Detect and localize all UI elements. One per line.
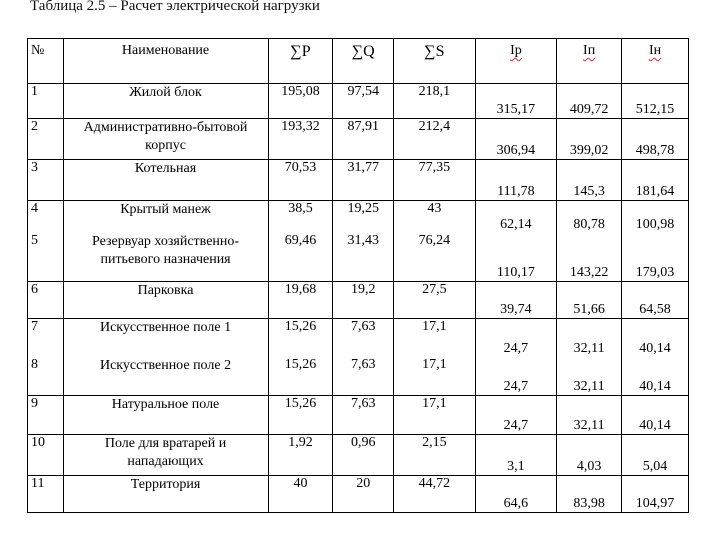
header-in: Iн: [622, 39, 689, 84]
row-name: Административно-бытовой корпус: [63, 119, 268, 160]
row-number: 4: [28, 201, 64, 234]
row-number: 9: [28, 396, 64, 435]
cell-ip: 24,7: [475, 319, 557, 358]
cell-sum-s: 2,15: [394, 435, 476, 476]
row-name: Искусственное поле 1: [63, 319, 268, 358]
cell-sum-q: 0,96: [333, 435, 394, 476]
cell-sum-s: 76,24: [394, 233, 476, 282]
electrical-load-table: [27, 38, 689, 513]
header-sum-s: ∑S: [394, 39, 476, 84]
row-name: Резервуар хозяйственно-питьевого назначения: [63, 233, 268, 282]
cell-in: 100,98: [622, 201, 689, 234]
cell-sum-s: 17,1: [394, 357, 476, 396]
cell-sum-s: 212,4: [394, 119, 476, 160]
cell-sum-p: 38,5: [268, 201, 333, 234]
cell-sum-p: 1,92: [268, 435, 333, 476]
cell-sum-s: 44,72: [394, 476, 476, 513]
cell-ipp: 409,72: [557, 84, 622, 119]
header-sum-p: ∑P: [268, 39, 333, 84]
header-row: [28, 39, 689, 84]
cell-in: 512,15: [622, 84, 689, 119]
cell-sum-q: 20: [333, 476, 394, 513]
row-name: Искусственное поле 2: [63, 357, 268, 396]
table-row: [28, 201, 689, 234]
cell-sum-q: 19,25: [333, 201, 394, 234]
cell-sum-q: 19,2: [333, 282, 394, 319]
cell-ip: 315,17: [475, 84, 557, 119]
row-number: 10: [28, 435, 64, 476]
cell-sum-p: 193,32: [268, 119, 333, 160]
cell-in: 40,14: [622, 357, 689, 396]
cell-ip: 24,7: [475, 396, 557, 435]
cell-sum-p: 69,46: [268, 233, 333, 282]
cell-sum-p: 195,08: [268, 84, 333, 119]
table-caption: Таблица 2.5 – Расчет электрической нагрузки: [30, 0, 320, 14]
cell-sum-s: 17,1: [394, 396, 476, 435]
cell-ipp: 399,02: [557, 119, 622, 160]
row-number: 8: [28, 357, 64, 396]
cell-sum-p: 70,53: [268, 160, 333, 201]
cell-sum-s: 43: [394, 201, 476, 234]
cell-ipp: 143,22: [557, 233, 622, 282]
cell-ipp: 4,03: [557, 435, 622, 476]
cell-sum-s: 17,1: [394, 319, 476, 358]
cell-sum-s: 77,35: [394, 160, 476, 201]
cell-ipp: 145,3: [557, 160, 622, 201]
cell-ip: 24,7: [475, 357, 557, 396]
row-name: Жилой блок: [63, 84, 268, 119]
table-row: [28, 435, 689, 476]
cell-sum-p: 15,26: [268, 396, 333, 435]
header-ipp: Iп: [557, 39, 622, 84]
cell-ip: 306,94: [475, 119, 557, 160]
header-name: Наименование: [63, 39, 268, 84]
cell-ip: 62,14: [475, 201, 557, 234]
row-name: Котельная: [63, 160, 268, 201]
cell-in: 498,78: [622, 119, 689, 160]
cell-in: 104,97: [622, 476, 689, 513]
cell-ipp: 32,11: [557, 396, 622, 435]
row-name: Поле для вратарей и нападающих: [63, 435, 268, 476]
table-row: [28, 357, 689, 396]
table-row: [28, 233, 689, 282]
cell-in: 181,64: [622, 160, 689, 201]
cell-sum-p: 15,26: [268, 357, 333, 396]
table-row: [28, 319, 689, 358]
cell-sum-p: 19,68: [268, 282, 333, 319]
row-number: 2: [28, 119, 64, 160]
row-name: Парковка: [63, 282, 268, 319]
table-row: [28, 160, 689, 201]
table-row: [28, 396, 689, 435]
cell-sum-q: 7,63: [333, 319, 394, 358]
cell-ipp: 32,11: [557, 357, 622, 396]
cell-in: 40,14: [622, 396, 689, 435]
cell-ip: 111,78: [475, 160, 557, 201]
cell-ip: 64,6: [475, 476, 557, 513]
cell-sum-q: 7,63: [333, 396, 394, 435]
cell-ipp: 83,98: [557, 476, 622, 513]
cell-in: 179,03: [622, 233, 689, 282]
row-number: 5: [28, 233, 64, 282]
cell-sum-p: 40: [268, 476, 333, 513]
cell-sum-q: 31,77: [333, 160, 394, 201]
cell-in: 64,58: [622, 282, 689, 319]
row-number: 11: [28, 476, 64, 513]
table-row: [28, 119, 689, 160]
cell-ip: 110,17: [475, 233, 557, 282]
cell-ipp: 80,78: [557, 201, 622, 234]
table-row: [28, 84, 689, 119]
cell-sum-p: 15,26: [268, 319, 333, 358]
row-name: Территория: [63, 476, 268, 513]
header-ip: Ip: [475, 39, 557, 84]
cell-sum-q: 31,43: [333, 233, 394, 282]
cell-sum-q: 87,91: [333, 119, 394, 160]
cell-sum-q: 97,54: [333, 84, 394, 119]
table-row: [28, 476, 689, 513]
cell-ip: 39,74: [475, 282, 557, 319]
cell-sum-s: 27,5: [394, 282, 476, 319]
table-row: [28, 282, 689, 319]
cell-sum-s: 218,1: [394, 84, 476, 119]
cell-in: 5,04: [622, 435, 689, 476]
cell-ip: 3,1: [475, 435, 557, 476]
header-number: №: [28, 39, 64, 84]
row-number: 6: [28, 282, 64, 319]
cell-in: 40,14: [622, 319, 689, 358]
cell-ipp: 32,11: [557, 319, 622, 358]
row-number: 7: [28, 319, 64, 358]
header-sum-q: ∑Q: [333, 39, 394, 84]
row-number: 3: [28, 160, 64, 201]
cell-ipp: 51,66: [557, 282, 622, 319]
cell-sum-q: 7,63: [333, 357, 394, 396]
row-number: 1: [28, 84, 64, 119]
row-name: Натуральное поле: [63, 396, 268, 435]
row-name: Крытый манеж: [63, 201, 268, 234]
